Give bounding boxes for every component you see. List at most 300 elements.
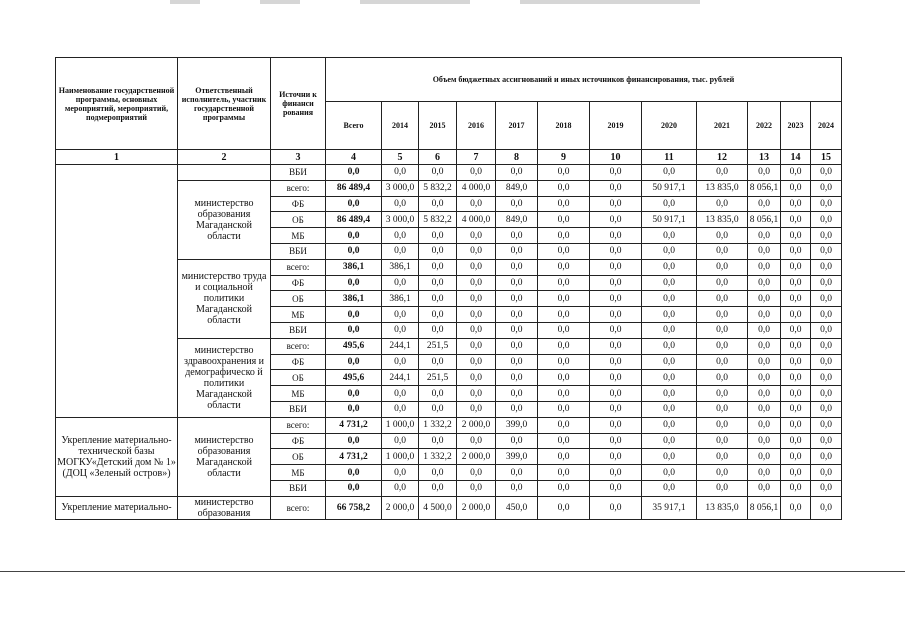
year-value-cell: 0,0 bbox=[748, 417, 781, 433]
budget-table bbox=[55, 57, 842, 520]
year-value-cell: 0,0 bbox=[590, 401, 642, 417]
year-value-cell: 0,0 bbox=[781, 196, 811, 212]
year-value-cell: 0,0 bbox=[419, 401, 457, 417]
year-value-cell: 0,0 bbox=[697, 386, 748, 402]
year-value-cell: 0,0 bbox=[419, 480, 457, 496]
year-value-cell: 0,0 bbox=[382, 386, 419, 402]
year-value-cell: 0,0 bbox=[811, 307, 842, 323]
year-value-cell: 0,0 bbox=[538, 433, 590, 449]
column-number: 4 bbox=[326, 150, 382, 165]
scan-top-marks bbox=[0, 0, 905, 4]
year-value-cell: 450,0 bbox=[496, 496, 538, 519]
year-value-cell: 399,0 bbox=[496, 417, 538, 433]
year-value-cell: 0,0 bbox=[642, 259, 697, 275]
year-value-cell: 0,0 bbox=[496, 465, 538, 481]
total-cell: 0,0 bbox=[326, 433, 382, 449]
year-value-cell: 0,0 bbox=[781, 465, 811, 481]
year-value-cell: 0,0 bbox=[496, 307, 538, 323]
year-value-cell: 0,0 bbox=[538, 386, 590, 402]
year-value-cell: 0,0 bbox=[538, 243, 590, 259]
source-cell: всего: bbox=[271, 180, 326, 196]
year-value-cell: 0,0 bbox=[590, 370, 642, 386]
total-cell: 0,0 bbox=[326, 275, 382, 291]
year-value-cell: 0,0 bbox=[496, 165, 538, 181]
year-value-cell: 0,0 bbox=[538, 180, 590, 196]
year-value-cell: 0,0 bbox=[419, 228, 457, 244]
year-value-cell: 0,0 bbox=[590, 243, 642, 259]
column-number: 3 bbox=[271, 150, 326, 165]
column-number: 12 bbox=[697, 150, 748, 165]
column-number: 2 bbox=[178, 150, 271, 165]
year-value-cell: 0,0 bbox=[697, 354, 748, 370]
year-value-cell: 0,0 bbox=[382, 196, 419, 212]
total-cell: 4 731,2 bbox=[326, 449, 382, 465]
year-value-cell: 0,0 bbox=[697, 259, 748, 275]
year-value-cell: 0,0 bbox=[811, 401, 842, 417]
year-value-cell: 0,0 bbox=[811, 275, 842, 291]
year-value-cell: 0,0 bbox=[697, 401, 748, 417]
header-funding-group: Объем бюджетных ассигнований и иных источников финансирования, тыс. рублей bbox=[326, 58, 842, 102]
year-value-cell: 0,0 bbox=[419, 354, 457, 370]
source-cell: МБ bbox=[271, 465, 326, 481]
year-value-cell: 2 000,0 bbox=[457, 417, 496, 433]
year-value-cell: 0,0 bbox=[811, 354, 842, 370]
year-value-cell: 0,0 bbox=[811, 196, 842, 212]
total-cell: 0,0 bbox=[326, 243, 382, 259]
year-value-cell: 0,0 bbox=[419, 291, 457, 307]
year-value-cell: 1 332,2 bbox=[419, 449, 457, 465]
year-value-cell: 0,0 bbox=[811, 386, 842, 402]
year-value-cell: 0,0 bbox=[642, 401, 697, 417]
header-source: Источни к финанси рования bbox=[271, 58, 326, 150]
year-value-cell: 0,0 bbox=[419, 322, 457, 338]
total-cell: 86 489,4 bbox=[326, 212, 382, 228]
year-value-cell: 0,0 bbox=[748, 401, 781, 417]
year-value-cell: 0,0 bbox=[382, 480, 419, 496]
year-value-cell: 0,0 bbox=[496, 259, 538, 275]
year-value-cell: 0,0 bbox=[590, 496, 642, 519]
year-value-cell: 0,0 bbox=[496, 228, 538, 244]
year-value-cell: 0,0 bbox=[538, 417, 590, 433]
year-value-cell: 0,0 bbox=[538, 291, 590, 307]
year-value-cell: 0,0 bbox=[781, 417, 811, 433]
page-cut-line bbox=[0, 571, 905, 572]
year-value-cell: 849,0 bbox=[496, 180, 538, 196]
year-value-cell: 0,0 bbox=[697, 275, 748, 291]
year-value-cell: 0,0 bbox=[419, 165, 457, 181]
source-cell: ВБИ bbox=[271, 401, 326, 417]
year-value-cell: 0,0 bbox=[457, 401, 496, 417]
executor-cell: министерство образования bbox=[178, 496, 271, 519]
total-cell: 4 731,2 bbox=[326, 417, 382, 433]
executor-cell: министерство труда и социальной политики Магаданской области bbox=[178, 259, 271, 338]
year-value-cell: 0,0 bbox=[457, 243, 496, 259]
year-value-cell: 0,0 bbox=[419, 386, 457, 402]
total-cell: 0,0 bbox=[326, 401, 382, 417]
year-value-cell: 0,0 bbox=[781, 291, 811, 307]
year-value-cell: 0,0 bbox=[419, 259, 457, 275]
year-value-cell: 8 056,1 bbox=[748, 180, 781, 196]
total-cell: 0,0 bbox=[326, 196, 382, 212]
year-value-cell: 386,1 bbox=[382, 291, 419, 307]
header-year: 2015 bbox=[419, 102, 457, 150]
year-value-cell: 0,0 bbox=[748, 165, 781, 181]
year-value-cell: 0,0 bbox=[642, 275, 697, 291]
year-value-cell: 0,0 bbox=[538, 449, 590, 465]
year-value-cell: 0,0 bbox=[419, 465, 457, 481]
year-value-cell: 849,0 bbox=[496, 212, 538, 228]
year-value-cell: 0,0 bbox=[781, 259, 811, 275]
source-cell: ОБ bbox=[271, 212, 326, 228]
year-value-cell: 0,0 bbox=[642, 228, 697, 244]
year-value-cell: 0,0 bbox=[811, 480, 842, 496]
year-value-cell: 0,0 bbox=[697, 370, 748, 386]
year-value-cell: 0,0 bbox=[781, 322, 811, 338]
year-value-cell: 0,0 bbox=[590, 386, 642, 402]
total-cell: 0,0 bbox=[326, 307, 382, 323]
year-value-cell: 0,0 bbox=[748, 370, 781, 386]
column-number: 5 bbox=[382, 150, 419, 165]
year-value-cell: 0,0 bbox=[590, 307, 642, 323]
header-year: 2021 bbox=[697, 102, 748, 150]
year-value-cell: 0,0 bbox=[382, 307, 419, 323]
year-value-cell: 0,0 bbox=[781, 496, 811, 519]
year-value-cell: 0,0 bbox=[748, 465, 781, 481]
year-value-cell: 0,0 bbox=[590, 212, 642, 228]
year-value-cell: 0,0 bbox=[538, 354, 590, 370]
year-value-cell: 0,0 bbox=[642, 370, 697, 386]
year-value-cell: 0,0 bbox=[811, 228, 842, 244]
year-value-cell: 0,0 bbox=[748, 338, 781, 354]
year-value-cell: 0,0 bbox=[748, 354, 781, 370]
total-cell: 86 489,4 bbox=[326, 180, 382, 196]
year-value-cell: 0,0 bbox=[642, 165, 697, 181]
year-value-cell: 0,0 bbox=[457, 259, 496, 275]
header-executor: Ответственный исполнитель, участник государственной программы bbox=[178, 58, 271, 150]
year-value-cell: 0,0 bbox=[781, 338, 811, 354]
year-value-cell: 0,0 bbox=[496, 354, 538, 370]
year-value-cell: 0,0 bbox=[382, 465, 419, 481]
year-value-cell: 386,1 bbox=[382, 259, 419, 275]
year-value-cell: 0,0 bbox=[457, 165, 496, 181]
year-value-cell: 0,0 bbox=[538, 401, 590, 417]
table-row bbox=[56, 417, 842, 433]
year-value-cell: 0,0 bbox=[382, 275, 419, 291]
year-value-cell: 0,0 bbox=[496, 370, 538, 386]
year-value-cell: 0,0 bbox=[590, 291, 642, 307]
year-value-cell: 1 332,2 bbox=[419, 417, 457, 433]
year-value-cell: 0,0 bbox=[811, 465, 842, 481]
year-value-cell: 0,0 bbox=[748, 228, 781, 244]
source-cell: всего: bbox=[271, 259, 326, 275]
source-cell: ОБ bbox=[271, 291, 326, 307]
header-year: 2016 bbox=[457, 102, 496, 150]
year-value-cell: 0,0 bbox=[811, 449, 842, 465]
year-value-cell: 50 917,1 bbox=[642, 212, 697, 228]
year-value-cell: 0,0 bbox=[642, 386, 697, 402]
year-value-cell: 0,0 bbox=[781, 433, 811, 449]
year-value-cell: 0,0 bbox=[590, 449, 642, 465]
year-value-cell: 0,0 bbox=[781, 165, 811, 181]
year-value-cell: 4 000,0 bbox=[457, 180, 496, 196]
year-value-cell: 0,0 bbox=[538, 480, 590, 496]
header-year: 2017 bbox=[496, 102, 538, 150]
total-cell: 0,0 bbox=[326, 465, 382, 481]
year-value-cell: 13 835,0 bbox=[697, 212, 748, 228]
year-value-cell: 0,0 bbox=[538, 228, 590, 244]
year-value-cell: 399,0 bbox=[496, 449, 538, 465]
year-value-cell: 0,0 bbox=[781, 354, 811, 370]
year-value-cell: 0,0 bbox=[496, 386, 538, 402]
source-cell: всего: bbox=[271, 417, 326, 433]
header-year: 2022 bbox=[748, 102, 781, 150]
year-value-cell: 0,0 bbox=[590, 165, 642, 181]
year-value-cell: 0,0 bbox=[781, 386, 811, 402]
year-value-cell: 8 056,1 bbox=[748, 496, 781, 519]
year-value-cell: 0,0 bbox=[590, 417, 642, 433]
year-value-cell: 0,0 bbox=[457, 291, 496, 307]
year-value-cell: 244,1 bbox=[382, 370, 419, 386]
year-value-cell: 0,0 bbox=[457, 307, 496, 323]
year-value-cell: 0,0 bbox=[642, 417, 697, 433]
year-value-cell: 0,0 bbox=[457, 370, 496, 386]
year-value-cell: 0,0 bbox=[811, 433, 842, 449]
header-program: Наименование государственной программы, основных мероприятий, мероприятий, подмероприятий bbox=[56, 58, 178, 150]
year-value-cell: 0,0 bbox=[496, 338, 538, 354]
year-value-cell: 0,0 bbox=[382, 354, 419, 370]
year-value-cell: 0,0 bbox=[457, 228, 496, 244]
year-value-cell: 0,0 bbox=[697, 165, 748, 181]
year-value-cell: 35 917,1 bbox=[642, 496, 697, 519]
year-value-cell: 0,0 bbox=[457, 465, 496, 481]
table-row bbox=[56, 165, 842, 181]
year-value-cell: 3 000,0 bbox=[382, 180, 419, 196]
column-number: 10 bbox=[590, 150, 642, 165]
source-cell: всего: bbox=[271, 338, 326, 354]
year-value-cell: 0,0 bbox=[697, 465, 748, 481]
year-value-cell: 0,0 bbox=[382, 243, 419, 259]
year-value-cell: 244,1 bbox=[382, 338, 419, 354]
source-cell: ОБ bbox=[271, 370, 326, 386]
year-value-cell: 0,0 bbox=[590, 338, 642, 354]
executor-cell: министерство образования Магаданской области bbox=[178, 180, 271, 259]
year-value-cell: 0,0 bbox=[697, 307, 748, 323]
year-value-cell: 0,0 bbox=[496, 433, 538, 449]
source-cell: МБ bbox=[271, 386, 326, 402]
year-value-cell: 0,0 bbox=[781, 228, 811, 244]
executor-cell: министерство здравоохранения и демографическо й политики Магаданской области bbox=[178, 338, 271, 417]
total-cell: 0,0 bbox=[326, 480, 382, 496]
year-value-cell: 0,0 bbox=[748, 307, 781, 323]
year-value-cell: 0,0 bbox=[590, 322, 642, 338]
year-value-cell: 0,0 bbox=[496, 322, 538, 338]
year-value-cell: 0,0 bbox=[642, 433, 697, 449]
year-value-cell: 0,0 bbox=[811, 338, 842, 354]
year-value-cell: 0,0 bbox=[781, 212, 811, 228]
year-value-cell: 0,0 bbox=[697, 433, 748, 449]
year-value-cell: 0,0 bbox=[642, 307, 697, 323]
year-value-cell: 0,0 bbox=[538, 338, 590, 354]
source-cell: ВБИ bbox=[271, 243, 326, 259]
year-value-cell: 0,0 bbox=[590, 180, 642, 196]
year-value-cell: 50 917,1 bbox=[642, 180, 697, 196]
year-value-cell: 13 835,0 bbox=[697, 180, 748, 196]
year-value-cell: 0,0 bbox=[496, 480, 538, 496]
year-value-cell: 0,0 bbox=[419, 307, 457, 323]
year-value-cell: 0,0 bbox=[496, 196, 538, 212]
year-value-cell: 0,0 bbox=[811, 165, 842, 181]
year-value-cell: 0,0 bbox=[697, 417, 748, 433]
year-value-cell: 0,0 bbox=[697, 243, 748, 259]
total-cell: 495,6 bbox=[326, 338, 382, 354]
header-year: 2019 bbox=[590, 102, 642, 150]
year-value-cell: 0,0 bbox=[781, 401, 811, 417]
year-value-cell: 8 056,1 bbox=[748, 212, 781, 228]
year-value-cell: 0,0 bbox=[748, 480, 781, 496]
year-value-cell: 0,0 bbox=[538, 322, 590, 338]
year-value-cell: 0,0 bbox=[781, 243, 811, 259]
year-value-cell: 0,0 bbox=[748, 291, 781, 307]
year-value-cell: 13 835,0 bbox=[697, 496, 748, 519]
year-value-cell: 0,0 bbox=[811, 322, 842, 338]
source-cell: всего: bbox=[271, 496, 326, 519]
year-value-cell: 0,0 bbox=[811, 180, 842, 196]
year-value-cell: 0,0 bbox=[457, 386, 496, 402]
year-value-cell: 0,0 bbox=[642, 449, 697, 465]
source-cell: МБ bbox=[271, 228, 326, 244]
year-value-cell: 0,0 bbox=[382, 401, 419, 417]
year-value-cell: 2 000,0 bbox=[457, 496, 496, 519]
total-cell: 0,0 bbox=[326, 386, 382, 402]
header-year: 2020 bbox=[642, 102, 697, 150]
year-value-cell: 2 000,0 bbox=[382, 496, 419, 519]
total-cell: 495,6 bbox=[326, 370, 382, 386]
year-value-cell: 0,0 bbox=[590, 275, 642, 291]
year-value-cell: 0,0 bbox=[382, 228, 419, 244]
year-value-cell: 0,0 bbox=[382, 165, 419, 181]
year-value-cell: 0,0 bbox=[538, 259, 590, 275]
source-cell: ВБИ bbox=[271, 165, 326, 181]
year-value-cell: 0,0 bbox=[781, 449, 811, 465]
year-value-cell: 0,0 bbox=[642, 354, 697, 370]
executor-cell bbox=[178, 165, 271, 181]
year-value-cell: 0,0 bbox=[781, 370, 811, 386]
year-value-cell: 0,0 bbox=[811, 496, 842, 519]
source-cell: ФБ bbox=[271, 196, 326, 212]
source-cell: ФБ bbox=[271, 275, 326, 291]
year-value-cell: 0,0 bbox=[590, 196, 642, 212]
header-year: 2024 bbox=[811, 102, 842, 150]
year-value-cell: 0,0 bbox=[457, 196, 496, 212]
year-value-cell: 0,0 bbox=[811, 417, 842, 433]
total-cell: 0,0 bbox=[326, 354, 382, 370]
year-value-cell: 0,0 bbox=[382, 433, 419, 449]
year-value-cell: 0,0 bbox=[538, 496, 590, 519]
year-value-cell: 0,0 bbox=[811, 212, 842, 228]
year-value-cell: 0,0 bbox=[590, 480, 642, 496]
year-value-cell: 251,5 bbox=[419, 370, 457, 386]
header-year: 2014 bbox=[382, 102, 419, 150]
year-value-cell: 1 000,0 bbox=[382, 449, 419, 465]
column-number: 15 bbox=[811, 150, 842, 165]
year-value-cell: 0,0 bbox=[748, 322, 781, 338]
total-cell: 386,1 bbox=[326, 259, 382, 275]
year-value-cell: 0,0 bbox=[496, 401, 538, 417]
year-value-cell: 4 500,0 bbox=[419, 496, 457, 519]
year-value-cell: 0,0 bbox=[496, 275, 538, 291]
year-value-cell: 0,0 bbox=[457, 433, 496, 449]
year-value-cell: 0,0 bbox=[538, 275, 590, 291]
source-cell: ВБИ bbox=[271, 480, 326, 496]
year-value-cell: 0,0 bbox=[590, 228, 642, 244]
year-value-cell: 0,0 bbox=[538, 165, 590, 181]
year-value-cell: 0,0 bbox=[697, 338, 748, 354]
year-value-cell: 0,0 bbox=[781, 180, 811, 196]
year-value-cell: 2 000,0 bbox=[457, 449, 496, 465]
year-value-cell: 0,0 bbox=[590, 465, 642, 481]
year-value-cell: 0,0 bbox=[457, 275, 496, 291]
year-value-cell: 0,0 bbox=[538, 307, 590, 323]
source-cell: ФБ bbox=[271, 433, 326, 449]
column-number: 11 bbox=[642, 150, 697, 165]
year-value-cell: 251,5 bbox=[419, 338, 457, 354]
year-value-cell: 5 832,2 bbox=[419, 180, 457, 196]
year-value-cell: 0,0 bbox=[642, 291, 697, 307]
year-value-cell: 0,0 bbox=[419, 275, 457, 291]
header-year: 2018 bbox=[538, 102, 590, 150]
year-value-cell: 0,0 bbox=[419, 196, 457, 212]
year-value-cell: 0,0 bbox=[811, 243, 842, 259]
year-value-cell: 0,0 bbox=[538, 370, 590, 386]
year-value-cell: 0,0 bbox=[457, 354, 496, 370]
year-value-cell: 0,0 bbox=[697, 449, 748, 465]
year-value-cell: 0,0 bbox=[781, 480, 811, 496]
year-value-cell: 0,0 bbox=[590, 259, 642, 275]
year-value-cell: 0,0 bbox=[419, 243, 457, 259]
year-value-cell: 0,0 bbox=[781, 275, 811, 291]
program-cell: Укрепление материально- bbox=[56, 496, 178, 519]
year-value-cell: 0,0 bbox=[590, 354, 642, 370]
total-cell: 0,0 bbox=[326, 165, 382, 181]
total-cell: 386,1 bbox=[326, 291, 382, 307]
year-value-cell: 0,0 bbox=[697, 196, 748, 212]
year-value-cell: 0,0 bbox=[496, 291, 538, 307]
year-value-cell: 0,0 bbox=[697, 291, 748, 307]
year-value-cell: 0,0 bbox=[748, 196, 781, 212]
total-cell: 66 758,2 bbox=[326, 496, 382, 519]
year-value-cell: 5 832,2 bbox=[419, 212, 457, 228]
total-cell: 0,0 bbox=[326, 322, 382, 338]
year-value-cell: 0,0 bbox=[642, 322, 697, 338]
year-value-cell: 0,0 bbox=[697, 322, 748, 338]
year-value-cell: 0,0 bbox=[697, 228, 748, 244]
column-number: 7 bbox=[457, 150, 496, 165]
source-cell: МБ bbox=[271, 307, 326, 323]
year-value-cell: 0,0 bbox=[748, 275, 781, 291]
year-value-cell: 0,0 bbox=[457, 338, 496, 354]
year-value-cell: 0,0 bbox=[538, 212, 590, 228]
year-value-cell: 0,0 bbox=[811, 291, 842, 307]
source-cell: ВБИ bbox=[271, 322, 326, 338]
year-value-cell: 0,0 bbox=[538, 196, 590, 212]
year-value-cell: 0,0 bbox=[457, 480, 496, 496]
table-row bbox=[56, 496, 842, 519]
source-cell: ФБ bbox=[271, 354, 326, 370]
column-number: 13 bbox=[748, 150, 781, 165]
column-number: 6 bbox=[419, 150, 457, 165]
header-year: 2023 bbox=[781, 102, 811, 150]
column-number: 8 bbox=[496, 150, 538, 165]
